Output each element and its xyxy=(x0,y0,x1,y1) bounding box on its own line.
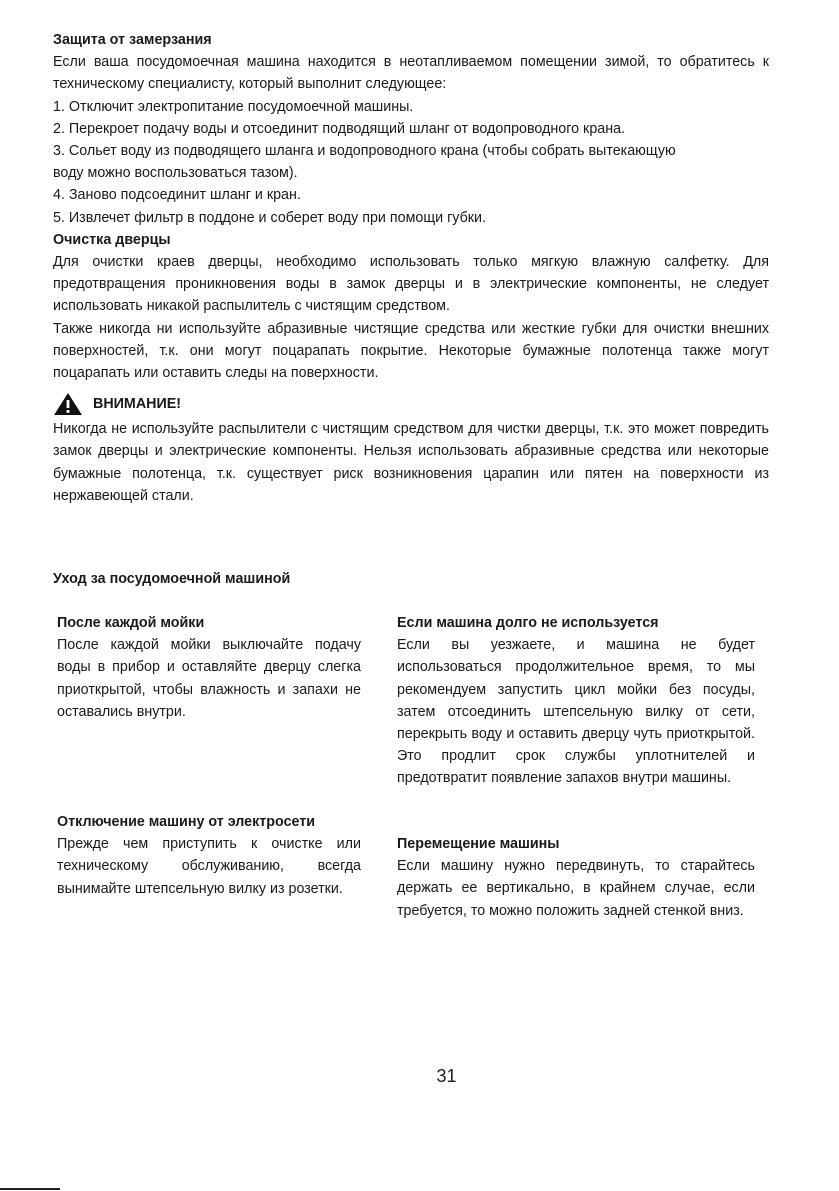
freeze-step-2: 2. Перекроет подачу воды и отсоединит подводящий шланг от водопроводного крана. xyxy=(53,120,626,137)
after-wash-text: После каждой мойки выключайте подачу воды в прибор и оставляйте дверцу слегка приоткрытой, чтобы влажность и запахи не оставались внутри. xyxy=(57,637,361,720)
unused-block xyxy=(397,612,755,790)
freeze-section xyxy=(53,29,769,507)
warning-triangle-icon xyxy=(53,392,83,416)
care-section-title: Уход за посудомоечной машиной xyxy=(53,571,291,587)
page-number: 31 xyxy=(436,1066,457,1086)
after-wash-heading: После каждой мойки xyxy=(57,615,205,631)
moving-heading: Перемещение машины xyxy=(397,836,560,852)
door-heading: Очистка дверцы xyxy=(53,231,171,248)
unused-heading: Если машина долго не используется xyxy=(397,615,659,631)
freeze-step-1: 1. Отключит электропитание посудомоечной машины. xyxy=(53,98,414,115)
door-paragraph-1: Для очистки краев дверцы, необходимо использовать только мягкую влажную салфетку. Для предотвращения проникновения воды в замок дверцы и в электрические компоненты, не следует использовать никакой распылитель с чистящим средством. xyxy=(53,254,769,315)
freeze-intro: Если ваша посудомоечная машина находится в неотапливаемом помещении зимой, то обратитесь к техническому специалисту, который выполнит следующее: xyxy=(53,54,769,93)
after-wash-block xyxy=(57,612,361,723)
freeze-step-4: 4. Заново подсоединит шланг и кран. xyxy=(53,187,301,204)
unplug-block xyxy=(57,811,361,900)
freeze-heading: Защита от замерзания xyxy=(53,32,212,48)
unplug-heading: Отключение машину от электросети xyxy=(57,814,316,830)
warning-text: Никогда не используйте распылители с чистящим средством для чистки дверцы, т.к. это может повредить замок дверцы и электрические компоненты. Нельзя использовать абразивные средства или некоторые бумажные полотенца, т.к. существует риск возникновения царапин или пятен на поверхности из нержавеющей стали. xyxy=(53,421,769,504)
warning-heading xyxy=(53,390,769,418)
moving-text: Если машину нужно передвинуть, то старайтесь держать ее вертикально, в крайнем случае, если требуется, то можно положить задней стенкой вниз. xyxy=(397,858,755,919)
unused-text: Если вы уезжаете, и машина не будет использоваться продолжительное время, то мы рекомендуем запустить цикл мойки без посуды, затем отсоединить штепсельную вилку от сети, перекрыть воду и оставить дверцу чуть приоткрытой. Это продлит срок службы уплотнителей и предотвратит появление запахов внутри машины. xyxy=(397,637,755,787)
moving-block xyxy=(397,833,755,922)
door-paragraph-2: Также никогда ни используйте абразивные чистящие средства или жесткие губки для очистки внешних поверхностей, т.к. они могут поцарапать покрытие. Некоторые бумажные полотенца также могут поцарапать или оставить следы на поверхности. xyxy=(53,320,769,382)
freeze-step-5: 5. Извлечет фильтр в поддоне и соберет воду при помощи губки. xyxy=(53,209,487,226)
freeze-step-3: 3. Сольет воду из подводящего шланга и водопроводного крана (чтобы собрать вытекающую воду можно воспользоваться тазом). xyxy=(53,143,676,182)
warning-title: ВНИМАНИЕ! xyxy=(93,396,182,413)
unplug-text: Прежде чем приступить к очистке или техническому обслуживанию, всегда вынимайте штепсельную вилку из розетки. xyxy=(57,836,361,897)
corner-divider xyxy=(0,1188,60,1190)
